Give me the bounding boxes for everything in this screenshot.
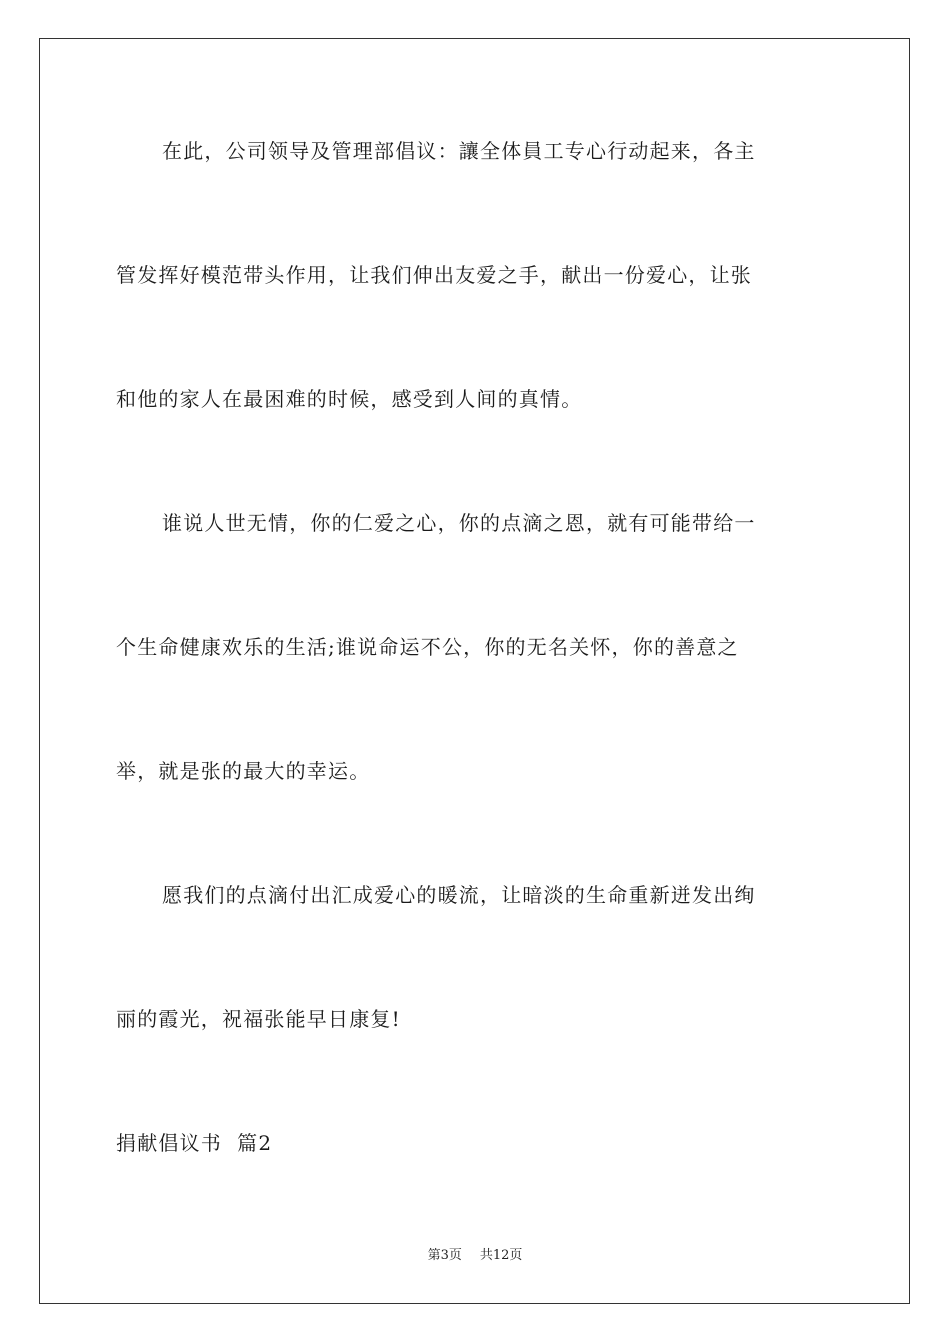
paragraph-2-line-3: 举，就是张的最大的幸运。 xyxy=(116,759,371,783)
paragraph-1-line-3: 和他的家人在最困难的时候，感受到人间的真情。 xyxy=(116,387,583,411)
page-number: 第3页 xyxy=(427,1248,462,1263)
paragraph-1-line-2: 管发挥好模范带头作用，让我们伸出友爱之手，献出一份爱心，让张 xyxy=(116,263,752,287)
page-frame xyxy=(39,38,910,1304)
paragraph-2-line-2: 个生命健康欢乐的生活;谁说命运不公，你的无名关怀，你的善意之 xyxy=(116,635,739,659)
paragraph-1-line-1: 在此，公司领导及管理部倡议：讓全体員工专心行动起来，各主 xyxy=(162,139,756,163)
page-total: 共12页 xyxy=(479,1248,523,1263)
paragraph-3-line-2: 丽的霞光，祝福张能早日康复! xyxy=(116,1007,401,1031)
section-heading: 捐献倡议书 篇2 xyxy=(116,1131,273,1155)
page-footer xyxy=(0,1247,950,1265)
paragraph-3-line-1: 愿我们的点滴付出汇成爱心的暖流，让暗淡的生命重新迸发出绚 xyxy=(162,883,756,907)
paragraph-2-line-1: 谁说人世无情，你的仁爱之心，你的点滴之恩，就有可能带给一 xyxy=(162,511,756,535)
